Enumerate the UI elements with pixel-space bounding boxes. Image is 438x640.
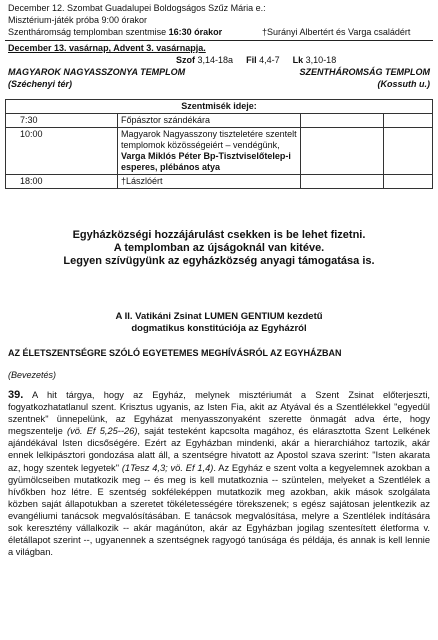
scripture-reference: (1Tesz 4,3; vö. Ef 1,4) (121, 462, 214, 473)
sunday-title: December 13. vasárnap, Advent 3. vasárnapja. (8, 43, 206, 53)
mass-time: 18:00 (6, 175, 118, 189)
scripture-reference: (vö. Ef 5,25--26) (67, 426, 138, 437)
table-row (6, 128, 433, 175)
reading-label: Fil (246, 55, 257, 65)
empty-cell (384, 114, 433, 128)
empty-cell (301, 114, 384, 128)
divider-top (5, 40, 433, 41)
section-heading: AZ ÉLETSZENTSÉGRE SZÓLÓ EGYETEMES MEGHÍVÁSRÓL AZ EGYHÁZBAN (8, 348, 342, 358)
table-row (6, 175, 433, 189)
table-header-row (6, 100, 433, 114)
header-mass-time: 16:30 órakor (168, 27, 223, 37)
reading-value: 3,14-18a (197, 55, 234, 65)
paragraph-39 (8, 389, 430, 558)
header-line-1 (8, 3, 266, 14)
header-mass-text: Szentháromság templomban szentmise (8, 27, 169, 37)
paragraph-text: A hit tárgya, hogy az Egyház, melynek misztériumát a Szent Zsinat előterjeszti, fogyatkozhatatlanul szent. Krisztus ugyanis, az Isten Fia, akit az Atyával és a Szentlélekkel "egyedül szentnek" ünnepelünk, az Egyházat menyasszonyaként szerette önmagát adva érte, hogy megszentelje (8, 390, 430, 437)
intention-text: Magyarok Nagyasszony tiszteletére szentelt templomok közösségeiért – vendégünk, (121, 129, 297, 150)
header-date-text: December 12. Szombat Guadalupei Boldogságos Szűz Mária e.: (8, 3, 266, 13)
right-church-name: SZENTHÁROMSÁG TEMPLOM (299, 67, 430, 77)
table-row (6, 114, 433, 128)
mass-intention: †Lászlóért (118, 175, 301, 189)
header-mass-intention: †Surányi Albertért és Varga családért (262, 27, 411, 37)
mass-time: 10:00 (6, 128, 118, 175)
reading-label: Lk (292, 55, 304, 65)
paragraph-text: , saját testeként kapcsolta magához, és elárasztotta Szent Lelkének ajándékával Isten dicsőségére. Ezért az Egyházban mindenki, akár a hierarchiához tartozik, akár ennek lelkipásztori gondozása alatt áll, a szentségre hivatott az Apostol szava szerint: "Isten akarata az, hogy szentek legyetek" (8, 426, 430, 473)
notice-line-1: Egyházközségi hozzájárulást csekken is be lehet fizetni. (72, 229, 366, 241)
mass-intention: Főpásztor szándékára (118, 114, 301, 128)
intro-label: (Bevezetés) (8, 370, 57, 380)
mass-schedule-table (5, 99, 433, 189)
paragraph-number: 39. (8, 389, 24, 401)
empty-cell (384, 175, 433, 189)
reading-value: 3,10-18 (305, 55, 337, 65)
left-church-place: (Széchenyi tér) (8, 79, 73, 89)
left-church-name: MAGYAROK NAGYASSZONYA TEMPLOM (8, 67, 186, 77)
readings (176, 55, 336, 66)
notice-line-2: A templomban az újságoknál van kitéve. (113, 242, 325, 254)
table-header: Szentmisék ideje: (6, 100, 433, 114)
header-line-2: Misztérium-játék próba 9:00 órakor (8, 15, 148, 25)
empty-cell (301, 128, 384, 175)
empty-cell (301, 175, 384, 189)
reading-value: 4,4-7 (259, 55, 280, 65)
mass-time: 7:30 (6, 114, 118, 128)
header-line-3 (8, 27, 433, 38)
paragraph-text: . Az Egyház e szent volta a kegyelemnek azokban a gyümölcseiben mutatkozik meg -- és meg is kell mutatkoznia -- szüntelen, melyeket a Szentlélek a hívőkben hoz létre. E szentség sokféleképpen mutatkozik meg azokban, akik mások szolgálata közben saját állapotukban a szeretet tökéletességére törekszenek; s egész sajátosan jelentkezik az evangéliumi tanácsok megvalósításában. E tanácsok megvalósítása, melyre a Szentlélek indítására sok keresztény vállalkozik -- akár magánúton, akár az Egyházban jogilag szentesített életforma v. életállapot szerint --, ugyanennek a szentségnek ragyogó tanúsága és példája, és annak is kell lennie a világban. (8, 462, 430, 558)
right-church-place: (Kossuth u.) (377, 79, 430, 89)
guest-name: Varga Miklós Péter Bp-Tisztviselőtelep-i esperes, plébános atya (121, 151, 291, 172)
document-title-1: A II. Vatikáni Zsinat LUMEN GENTIUM kezdetű (115, 311, 323, 322)
reading-label: Szof (176, 55, 195, 65)
mass-intention (118, 128, 301, 175)
empty-cell (384, 128, 433, 175)
notice-line-3: Legyen szívügyünk az egyházközség anyagi támogatása is. (63, 255, 375, 267)
document-title-2: dogmatikus konstitúciója az Egyházról (131, 323, 307, 334)
